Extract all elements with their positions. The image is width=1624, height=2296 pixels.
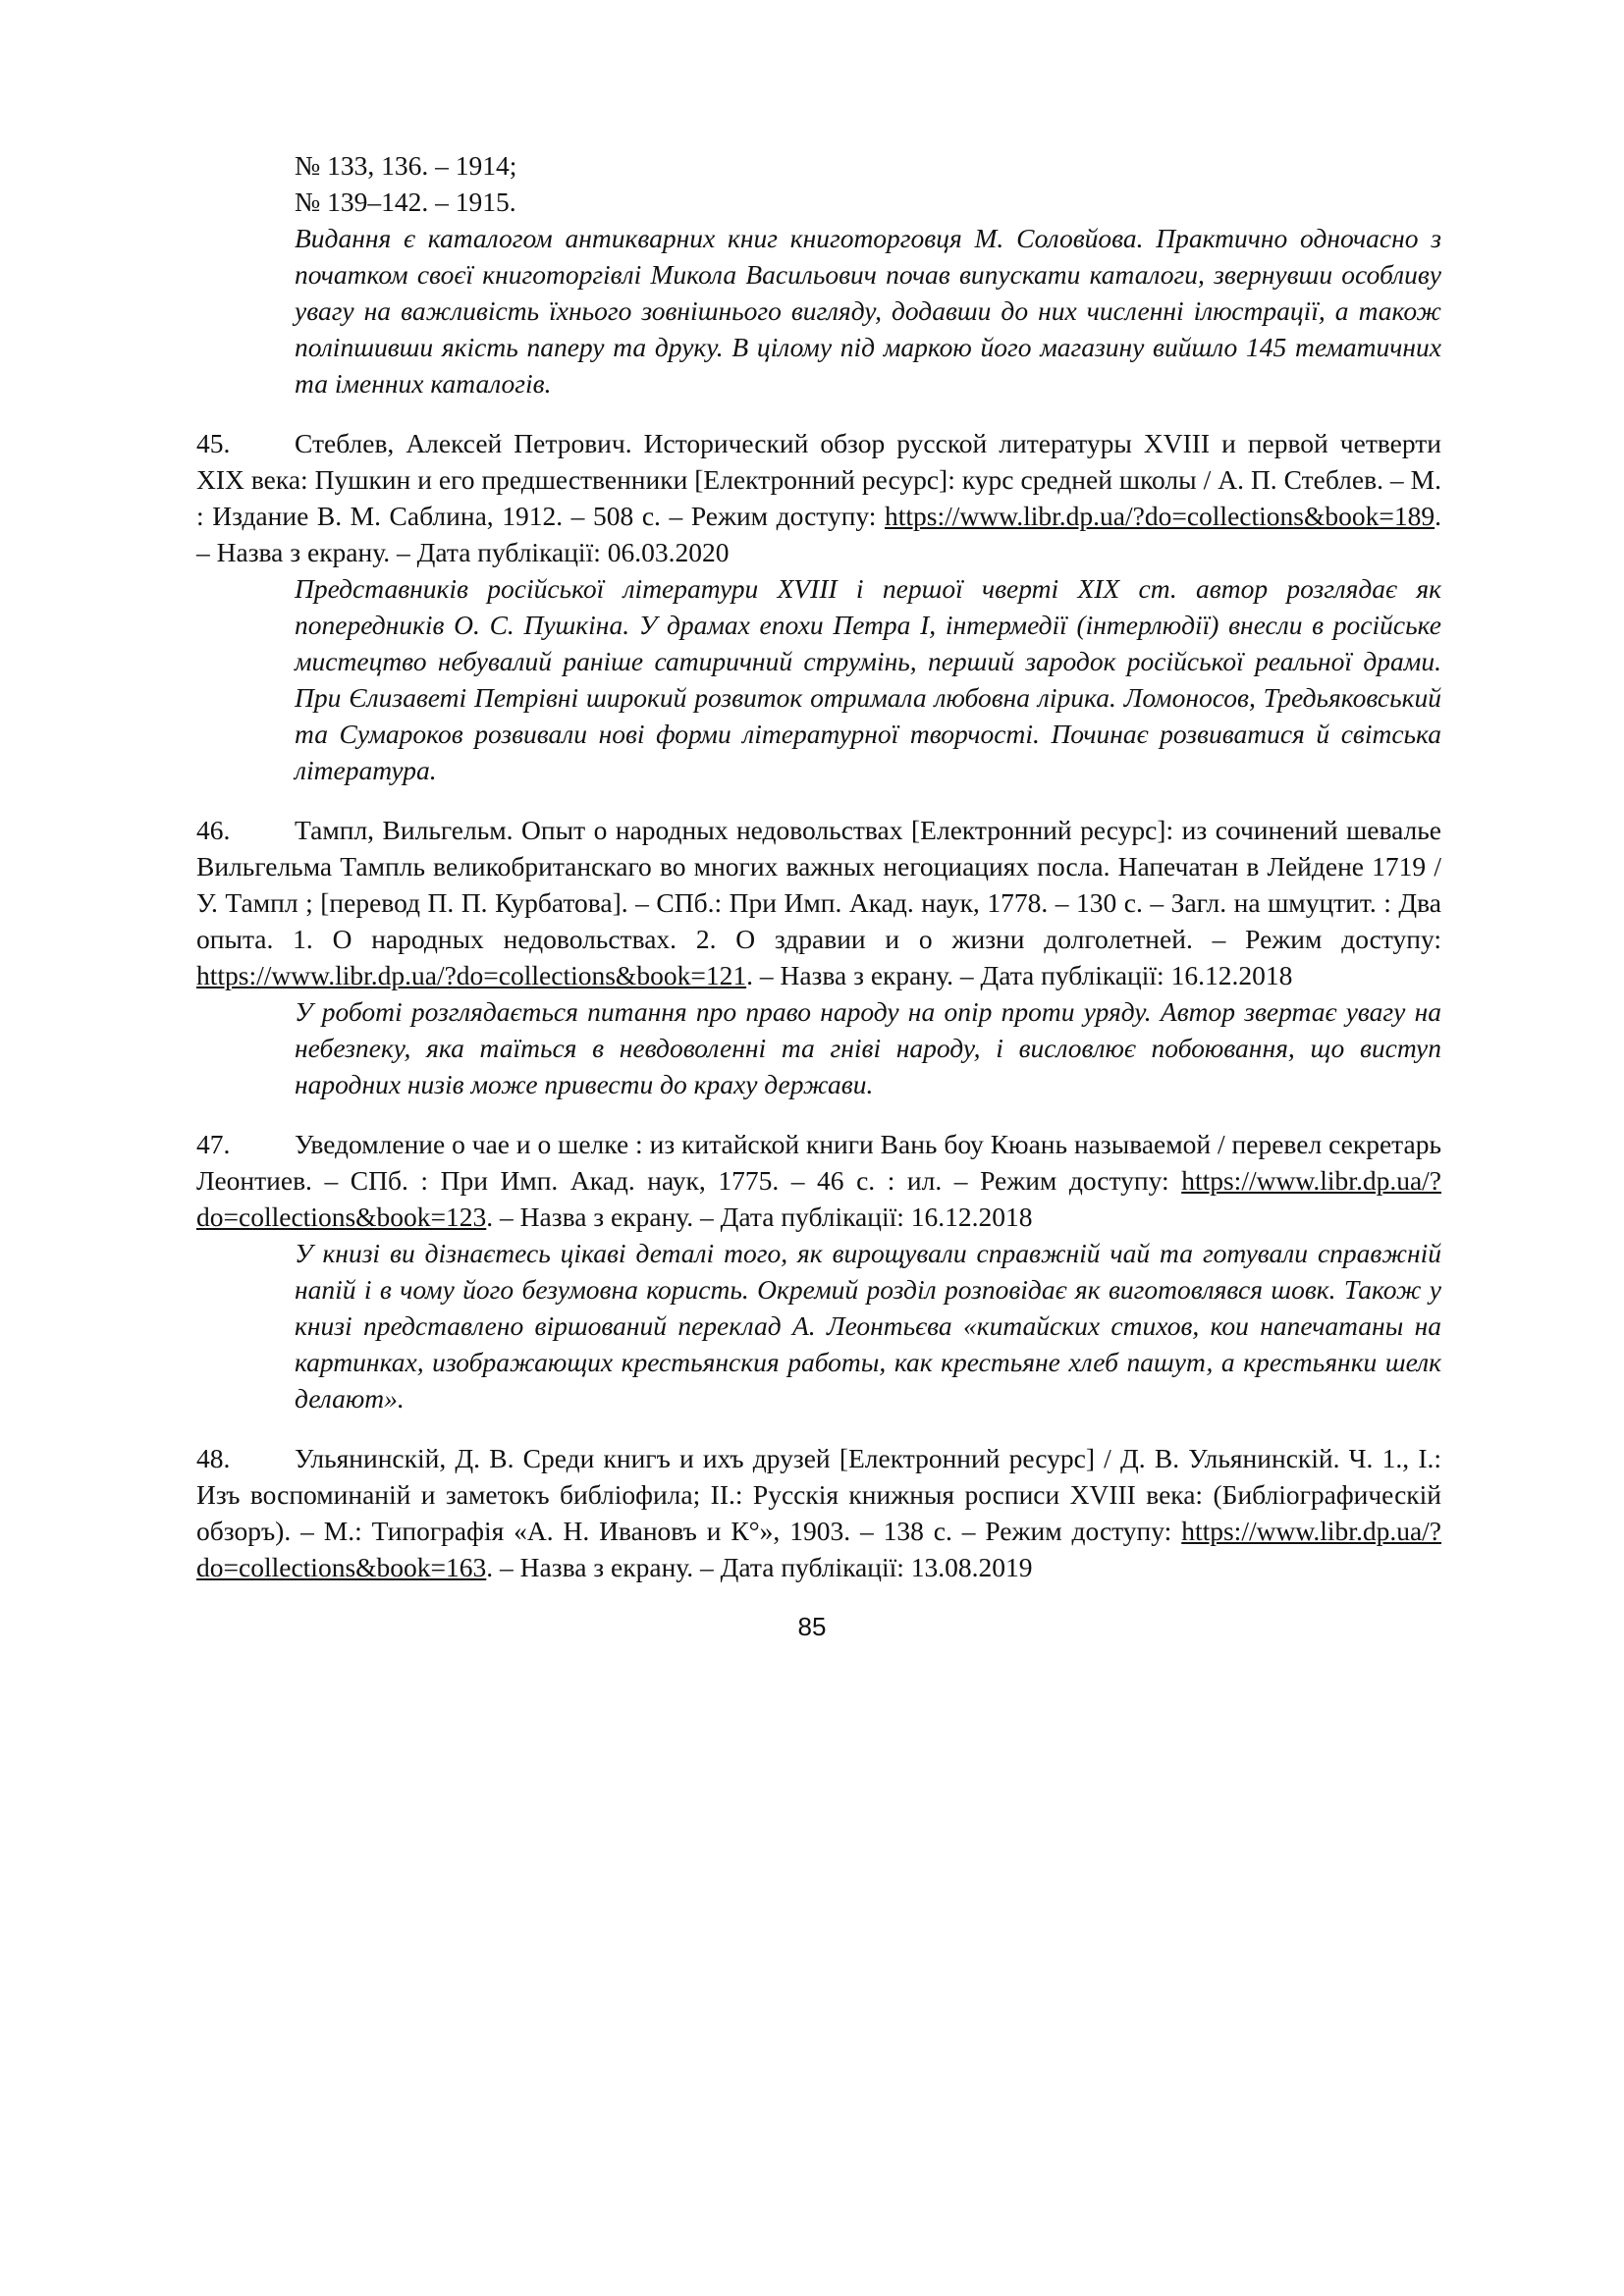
entry-47-citation (196, 1126, 1441, 1235)
entry-number: 48. (196, 1443, 231, 1473)
entry-44-annotation: Видання є каталогом антикварних книг книготорговця М. Соловйова. Практично одночасно з початком своєї книготоргівлі Микола Васильович почав випускати каталоги, звернувши особливу увагу на важливість їхнього зовнішнього вигляду, додавши до них численні ілюстрації, а також поліпшивши якість паперу та друку. В цілому під маркою його магазину вийшло 145 тематичних та іменних каталогів. (295, 223, 1441, 399)
citation-text: Тампл, Вильгельм. Опыт о народных недовольствах [Електронний ресурс]: из сочинений шевалье Вильгельма Тампль великобританскаго во многих важных негоциациях посла. Напечатан в Лейдене 1719 / У. Тампл ; [перевод П. П. Курбатова]. – СПб.: При Имп. Акад. наук, 1778. – 130 с. – Загл. на шмуцтит. : Два опыта. 1. О народных недовольствах. 2. О здравии и о жизни долголетней. – Режим доступу: (196, 815, 1441, 954)
entry-45-annotation: Представників російської літератури XVIII і першої чверті XIX ст. автор розглядає як попередників О. С. Пушкіна. У драмах епохи Петра I, інтермедії (інтерлюдії) внесли в російське мистецтво небувалий раніше сатиричний струмінь, перший зародок російської реальної драми. При Єлизаветі Петрівні широкий розвиток отримала любовна лірика. Ломоносов, Тредьяковський та Сумароков розвивали нові форми літературної творчості. Починає розвиватися й світська література. (295, 573, 1441, 785)
citation-tail: . – Назва з екрану. – Дата публікації: 16.12.2018 (746, 960, 1293, 990)
entry-46-link[interactable]: https://www.libr.dp.ua/?do=collections&book=121 (196, 960, 747, 990)
bibliography-entry-47 (196, 1126, 1441, 1416)
entry-46-citation (196, 812, 1441, 993)
citation-tail: . – Назва з екрану. – Дата публікації: 16.12.2018 (486, 1201, 1033, 1232)
entry-number: 47. (196, 1129, 231, 1159)
issue-line-2: № 139–142. – 1915. (295, 187, 516, 217)
entry-number: 46. (196, 815, 231, 845)
issue-line-1: № 133, 136. – 1914; (295, 150, 517, 181)
entry-number: 45. (196, 428, 231, 458)
citation-text: Стеблев, Алексей Петрович. Исторический обзор русской литературы XVIII и первой четверти XIX века: Пушкин и его предшественники [Електронний ресурс]: курс средней школы / А. П. Стеблев. – М. : Издание В. М. Саблина, 1912. – 508 с. – Режим доступу: (196, 428, 1441, 531)
citation-text: Ульянинскій, Д. В. Среди книгъ и ихъ друзей [Електронний ресурс] / Д. В. Ульянинскій. Ч. 1., I.: Изъ воспоминаній и заметокъ библіофила; II.: Русскія книжныя росписи XVIII века: (Библіографическій обзоръ). – М.: Типографія «А. Н. Ивановъ и К°», 1903. – 138 с. – Режим доступу: (196, 1443, 1441, 1546)
entry-48-link[interactable]: https://www.libr.dp.ua/?do=collections&book=163 (196, 1516, 1441, 1582)
entry-48-citation (196, 1440, 1441, 1585)
entry-45-link[interactable]: https://www.libr.dp.ua/?do=collections&book=189 (885, 501, 1435, 531)
citation-tail: . – Назва з екрану. – Дата публікації: 13.08.2019 (486, 1552, 1033, 1582)
bibliography-entry-45 (196, 425, 1441, 788)
entry-44-continuation (196, 147, 1441, 401)
citation-text: Уведомление о чае и о шелке : из китайской книги Вань боу Кюань называемой / перевел секретарь Леонтиев. – СПб. : При Имп. Акад. наук, 1775. – 46 с. : ил. – Режим доступу: (196, 1129, 1441, 1196)
entry-46-annotation: У роботі розглядається питання про право народу на опір проти уряду. Автор звертає увагу на небезпеку, яка таїться в невдоволенні та гніві народу, і висловлює побоювання, що виступ народних низів може привести до краху держави. (295, 996, 1441, 1099)
page-number: 85 (797, 1612, 827, 1641)
entry-47-link[interactable]: https://www.libr.dp.ua/?do=collections&book=123 (196, 1165, 1441, 1232)
entry-47-annotation: У книзі ви дізнаєтесь цікаві деталі того, як вирощували справжній чай та готували справжній напій і в чому його безумовна користь. Окремий розділ розповідає як виготовлявся шовк. Також у книзі представлено віршований переклад А. Леонтьєва «китайских стихов, кои напечатаны на картинках, изображающих крестьянския работы, как крестьяне хлеб пашут, а крестьянки шелк делают». (295, 1238, 1441, 1414)
page-content (196, 147, 1441, 1585)
bibliography-entry-48 (196, 1440, 1441, 1585)
bibliography-entry-46 (196, 812, 1441, 1102)
citation-tail: . – Назва з екрану. – Дата публікації: 06.03.2020 (196, 501, 1441, 567)
entry-45-citation (196, 425, 1441, 570)
